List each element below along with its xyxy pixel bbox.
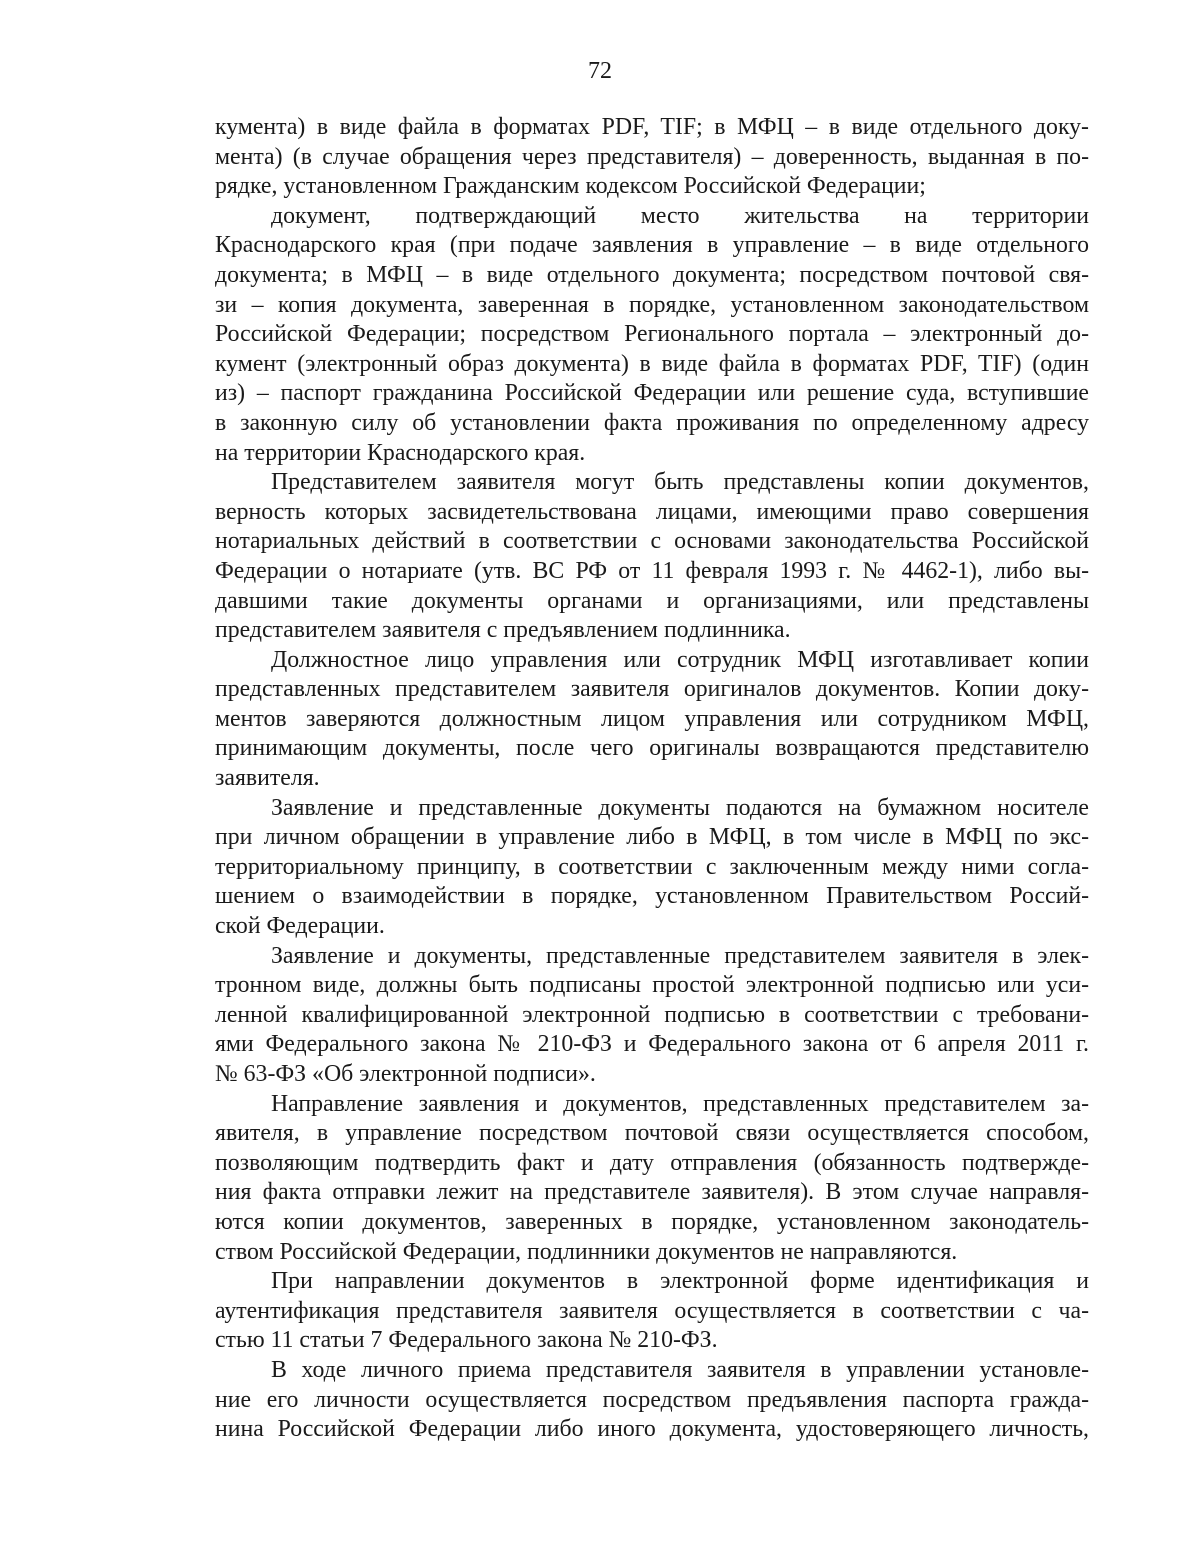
text-line: явителя, в управление посредством почтовой связи осуществляется способом, bbox=[215, 1120, 1089, 1147]
text-line: № 63-ФЗ «Об электронной подписи». bbox=[215, 1061, 596, 1087]
text-line: кумент (электронный образ документа) в виде файла в форматах PDF, TIF) (один bbox=[215, 350, 1089, 377]
text-line: При направлении документов в электронной форме идентификация и bbox=[271, 1268, 1089, 1295]
text-line: зи – копия документа, заверенная в порядке, установленном законодательством bbox=[215, 291, 1089, 318]
text-line: Заявление и представленные документы подаются на бумажном носителе bbox=[271, 794, 1089, 821]
text-line: кумента) в виде файла в форматах PDF, TIF; в МФЦ – в виде отдельного доку- bbox=[215, 114, 1089, 140]
text-line: тронном виде, должны быть подписаны простой электронной подписью или уси- bbox=[215, 972, 1089, 999]
text-line: стью 11 статьи 7 Федерального закона № 210-ФЗ. bbox=[215, 1327, 718, 1354]
text-line: аутентификация представителя заявителя осуществляется в соответствии с ча- bbox=[215, 1297, 1089, 1324]
text-line: ментов заверяются должностным лицом управления или сотрудником МФЦ, bbox=[215, 705, 1089, 732]
text-line: документ, подтверждающий место жительства на территории bbox=[271, 202, 1089, 229]
text-line: ются копии документов, заверенных в порядке, установленном законодатель- bbox=[215, 1208, 1089, 1235]
text-line: мента) (в случае обращения через представителя) – доверенность, выданная в по- bbox=[215, 143, 1089, 170]
text-line: территориальному принципу, в соответствии с заключенным между ними согла- bbox=[215, 853, 1089, 880]
text-line: рядке, установленном Гражданским кодексом Российской Федерации; bbox=[215, 173, 926, 200]
text-line: ние его личности осуществляется посредством предъявления паспорта гражда- bbox=[215, 1386, 1089, 1413]
text-line: представителем заявителя с предъявлением подлинника. bbox=[215, 617, 791, 644]
text-line: Направление заявления и документов, представленных представителем за- bbox=[271, 1090, 1089, 1117]
text-line: представленных представителем заявителя оригиналов документов. Копии доку- bbox=[215, 676, 1089, 703]
text-line: В ходе личного приема представителя заявителя в управлении установле- bbox=[271, 1356, 1089, 1383]
text-line: позволяющим подтвердить факт и дату отправления (обязанность подтвержде- bbox=[215, 1149, 1089, 1176]
text-line: ями Федерального закона № 210-ФЗ и Федерального закона от 6 апреля 2011 г. bbox=[215, 1031, 1089, 1058]
text-line: заявителя. bbox=[215, 765, 320, 792]
text-line: нотариальных действий в соответствии с основами законодательства Российской bbox=[215, 528, 1089, 555]
text-line: ской Федерации. bbox=[215, 913, 385, 940]
text-line: в законную силу об установлении факта проживания по определенному адресу bbox=[215, 409, 1089, 436]
text-line: Федерации о нотариате (утв. ВС РФ от 11 февраля 1993 г. № 4462-1), либо вы- bbox=[215, 557, 1089, 584]
text-line: нина Российской Федерации либо иного документа, удостоверяющего личность, bbox=[215, 1416, 1089, 1443]
text-line: ленной квалифицированной электронной подписью в соответствии с требовани- bbox=[215, 1001, 1089, 1028]
text-line: на территории Краснодарского края. bbox=[215, 439, 586, 466]
page-number: 72 bbox=[588, 58, 612, 84]
text-line: из) – паспорт гражданина Российской Федерации или решение суда, вступившие bbox=[215, 380, 1089, 407]
text-line: Российской Федерации; посредством Регионального портала – электронный до- bbox=[215, 321, 1089, 348]
text-line: ния факта отправки лежит на представителе заявителя). В этом случае направля- bbox=[215, 1179, 1089, 1206]
text-line: Представителем заявителя могут быть представлены копии документов, bbox=[271, 469, 1089, 496]
text-line: ством Российской Федерации, подлинники документов не направляются. bbox=[215, 1238, 958, 1265]
text-line: при личном обращении в управление либо в МФЦ, в том числе в МФЦ по экс- bbox=[215, 824, 1089, 851]
text-line: давшими такие документы органами и организациями, или представлены bbox=[215, 587, 1089, 614]
text-line: Краснодарского края (при подаче заявления в управление – в виде отдельного bbox=[215, 232, 1089, 259]
document-body bbox=[215, 113, 1089, 1445]
text-line: верность которых засвидетельствована лицами, имеющими право совершения bbox=[215, 498, 1089, 525]
text-line: Заявление и документы, представленные представителем заявителя в элек- bbox=[271, 942, 1089, 969]
text-line: Должностное лицо управления или сотрудник МФЦ изготавливает копии bbox=[271, 646, 1089, 673]
text-line: принимающим документы, после чего оригиналы возвращаются представителю bbox=[215, 735, 1089, 762]
text-line: шением о взаимодействии в порядке, установленном Правительством Россий- bbox=[215, 883, 1089, 910]
text-line: документа; в МФЦ – в виде отдельного документа; посредством почтовой свя- bbox=[215, 261, 1089, 288]
